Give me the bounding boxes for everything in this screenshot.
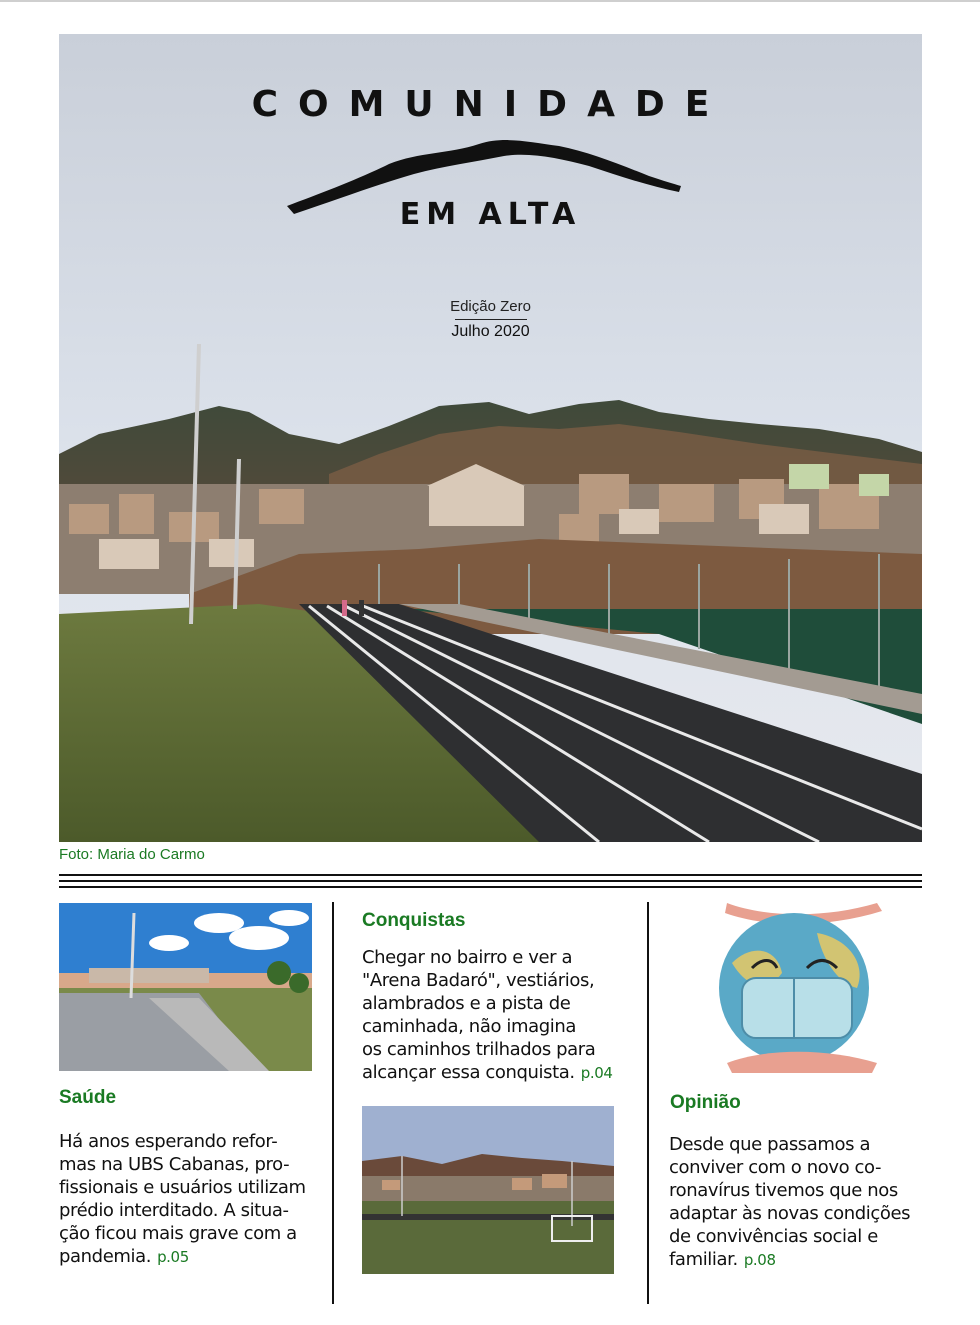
text-line: [669, 1248, 959, 1272]
photo-credit: Foto: Maria do Carmo: [59, 846, 205, 863]
article-title-opiniao: Opinião: [670, 1092, 741, 1113]
saude-photo: [59, 903, 312, 1071]
edition-divider: [455, 319, 527, 320]
opiniao-illustration: [707, 903, 882, 1073]
cover-landscape-illustration: [59, 34, 922, 842]
rule-bottom: [59, 886, 922, 888]
text-line: caminhada, não imagina: [362, 1016, 577, 1037]
article-title-saude: Saúde: [59, 1087, 117, 1108]
text-line: prédio interditado. A situa-: [59, 1200, 289, 1221]
page-link-conquistas[interactable]: p.04: [580, 1064, 613, 1082]
text-line: adaptar às novas condições: [669, 1203, 911, 1224]
column-divider-right: [647, 902, 649, 1304]
text-line: de convivências social e: [669, 1226, 878, 1247]
article-body-opiniao: [669, 1133, 959, 1272]
text-line: ronavírus tivemos que nos: [669, 1180, 898, 1201]
text-line: Há anos esperando refor-: [59, 1131, 278, 1152]
masthead-title-top: COMUNIDADE: [251, 84, 730, 125]
edition-label: Edição Zero: [450, 298, 531, 315]
text-line: alambrados e a pista de: [362, 993, 571, 1014]
top-border: [0, 0, 980, 2]
article-title-conquistas: Conquistas: [362, 910, 466, 931]
rule-top: [59, 874, 922, 876]
text-line: Chegar no bairro e ver a: [362, 947, 573, 968]
rule-middle: [59, 880, 922, 882]
text-line: mas na UBS Cabanas, pro-: [59, 1154, 290, 1175]
article-body-conquistas: [362, 946, 642, 1085]
article-body-saude: [59, 1130, 329, 1269]
text-line-end: familiar.: [669, 1249, 738, 1270]
issue-date: Julho 2020: [451, 323, 530, 340]
text-line: [362, 1061, 642, 1085]
cover-photo: [59, 34, 922, 842]
page-link-saude[interactable]: p.05: [157, 1248, 189, 1266]
text-line: "Arena Badaró", vestiários,: [362, 970, 595, 991]
text-line-end: alcançar essa conquista.: [362, 1062, 575, 1083]
text-line-end: pandemia.: [59, 1246, 152, 1267]
text-line: fissionais e usuários utilizam: [59, 1177, 306, 1198]
text-line: ção ficou mais grave com a: [59, 1223, 297, 1244]
conquistas-photo: [362, 1106, 614, 1274]
text-line: Desde que passamos a: [669, 1134, 871, 1155]
text-line: os caminhos trilhados para: [362, 1039, 596, 1060]
masthead-title-bottom: EM ALTA: [399, 197, 582, 232]
column-divider-left: [332, 902, 334, 1304]
text-line: [59, 1245, 329, 1269]
text-line: conviver com o novo co-: [669, 1157, 882, 1178]
page-link-opiniao[interactable]: p.08: [743, 1251, 776, 1269]
